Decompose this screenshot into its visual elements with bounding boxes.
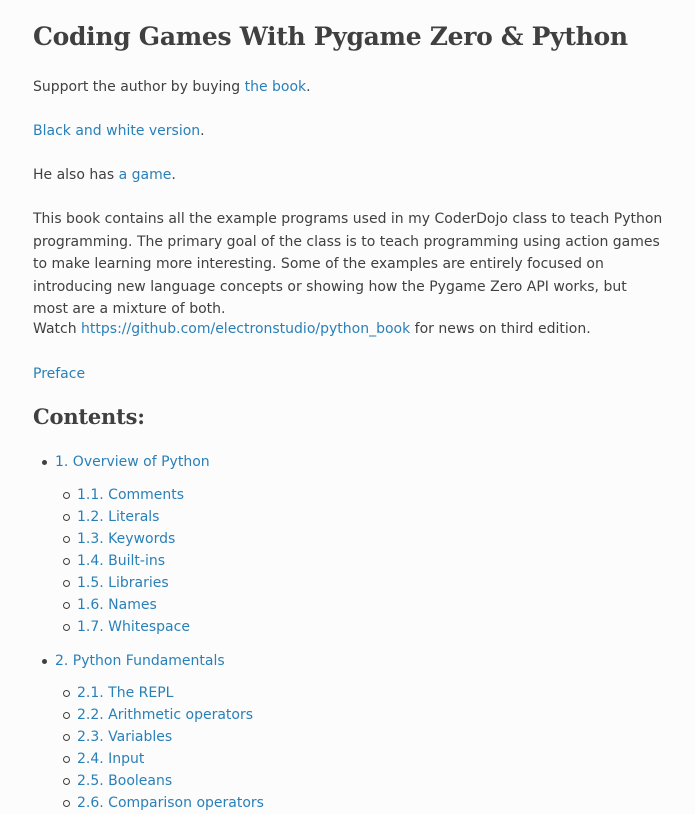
toc-link-python-fundamentals[interactable]: 2. Python Fundamentals [55,653,225,669]
toc-link-names[interactable]: 1.6. Names [77,597,157,613]
toc-item [33,528,190,550]
contents-heading: Contents: [33,404,145,429]
toc-link-comparison-operators[interactable]: 2.6. Comparison operators [77,795,264,811]
toc-item [33,572,190,594]
bw-paragraph [33,120,205,143]
game-text: He also has [33,167,119,183]
toc-item [33,770,264,792]
toc-link-variables[interactable]: 2.3. Variables [77,729,173,745]
toc-link-keywords[interactable]: 1.3. Keywords [77,531,176,547]
toc-link-libraries[interactable]: 1.5. Libraries [77,575,169,591]
toc-item [33,726,264,748]
toc-link-booleans[interactable]: 2.5. Booleans [77,773,173,789]
toc-link-literals[interactable]: 1.2. Literals [77,509,160,525]
toc-link-overview-of-python[interactable]: 1. Overview of Python [55,454,210,470]
toc-item [33,792,264,814]
the-book-link[interactable]: the book [244,79,307,95]
toc-item [33,704,264,726]
watch-suffix: for news on third edition. [410,321,591,337]
toc-link-input[interactable]: 2.4. Input [77,751,145,767]
github-link[interactable]: https://github.com/electronstudio/python_book [81,321,411,337]
toc-item [33,550,190,572]
toc-item [33,748,264,770]
toc-subsection-list-1 [33,484,190,638]
game-suffix: . [171,167,176,183]
toc-item [33,616,190,638]
toc-item [33,484,190,506]
toc-item [33,594,190,616]
a-game-link[interactable]: a game [118,167,172,183]
watch-text: Watch [33,321,82,337]
black-and-white-version-link[interactable]: Black and white version [33,123,201,139]
bw-suffix: . [200,123,205,139]
toc-section-1 [33,451,210,473]
toc-item [33,682,264,704]
preface-paragraph [33,363,85,386]
game-paragraph [33,164,176,187]
page-title: Coding Games With Pygame Zero & Python [33,22,628,51]
toc-link-built-ins[interactable]: 1.4. Built-ins [77,553,166,569]
watch-paragraph [33,318,591,341]
table-of-contents-part-2 [33,650,225,672]
toc-link-the-repl[interactable]: 2.1. The REPL [77,685,174,701]
table-of-contents [33,451,210,473]
support-text: Support the author by buying [33,79,245,95]
support-paragraph [33,76,311,99]
toc-item [33,506,190,528]
toc-link-whitespace[interactable]: 1.7. Whitespace [77,619,190,635]
toc-link-comments[interactable]: 1.1. Comments [77,487,185,503]
toc-section-2 [33,650,225,672]
toc-link-arithmetic-operators[interactable]: 2.2. Arithmetic operators [77,707,254,723]
toc-subsection-list-2 [33,682,264,814]
preface-link[interactable]: Preface [33,366,86,382]
intro-paragraph: This book contains all the example programs used in my CoderDojo class to teach Python programming. The primary goal of the class is to teach programming using action games to make learning more interesting. Some of the examples are entirely focused on introducing new language concepts or showing how the Pygame Zero API works, but most are a mixture of both. [33,211,663,317]
support-suffix: . [306,79,311,95]
